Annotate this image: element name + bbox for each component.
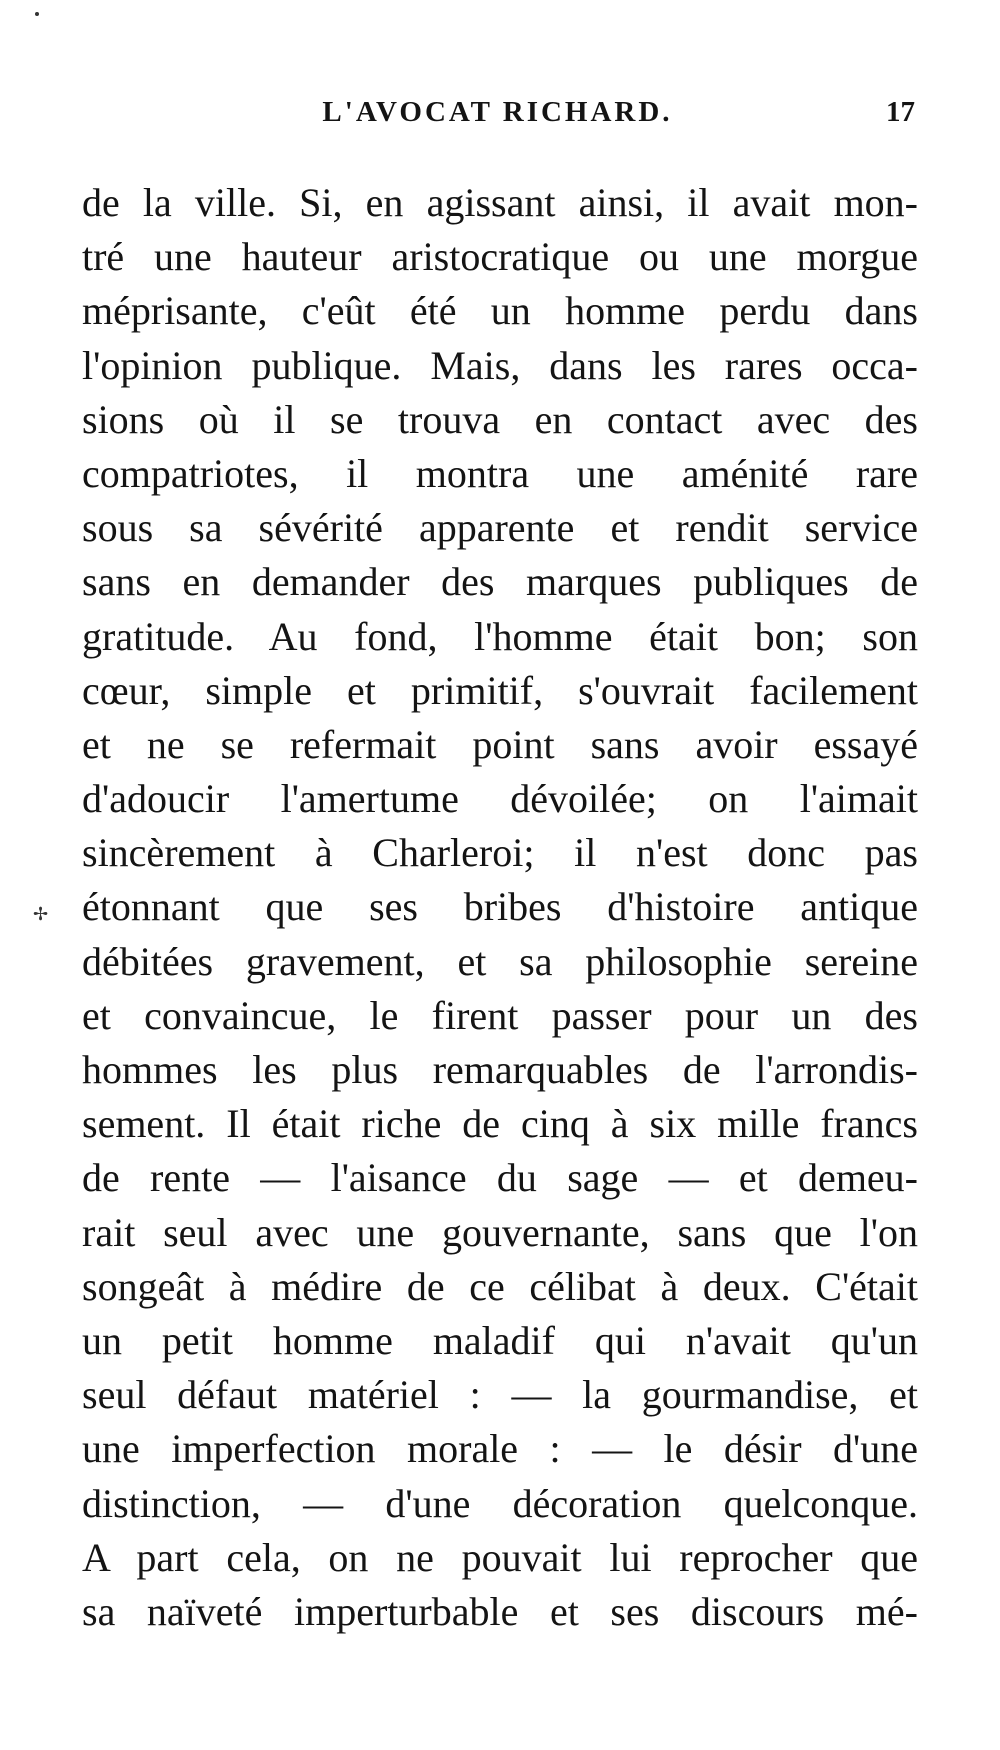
- text-line: songeât à médire de ce célibat à deux. C'était: [82, 1263, 918, 1309]
- text-line: méprisante, c'eût été un homme perdu dans: [82, 288, 918, 334]
- text-line: tré une hauteur aristocratique ou une morgue: [82, 234, 918, 280]
- text-line: une imperfection morale : — le désir d'une: [82, 1426, 918, 1472]
- margin-ornament-icon: ✢: [33, 904, 49, 924]
- text-line: A part cela, on ne pouvait lui reprocher que: [82, 1534, 918, 1580]
- running-head: [80, 96, 915, 136]
- text-line: sement. Il était riche de cinq à six mille francs: [82, 1101, 918, 1147]
- text-line: de la ville. Si, en agissant ainsi, il avait mon-: [82, 180, 918, 225]
- text-line: sans en demander des marques publiques de: [82, 559, 918, 605]
- text-line: sions où il se trouva en contact avec des: [82, 396, 918, 442]
- text-line: sa naïveté imperturbable et ses discours mé-: [82, 1588, 918, 1634]
- text-line: compatriotes, il montra une aménité rare: [82, 450, 918, 496]
- running-title: L'AVOCAT RICHARD.: [322, 96, 673, 128]
- text-line: débitées gravement, et sa philosophie sereine: [82, 938, 918, 984]
- text-line: sincèrement à Charleroi; il n'est donc pas: [82, 830, 918, 876]
- text-line: d'adoucir l'amertume dévoilée; on l'aimait: [82, 776, 918, 822]
- body-text: [82, 176, 918, 1639]
- text-line: de rente — l'aisance du sage — et demeu-: [82, 1155, 918, 1201]
- text-line: cœur, simple et primitif, s'ouvrait facilement: [82, 667, 918, 713]
- ink-speck: [35, 12, 39, 16]
- text-line: sous sa sévérité apparente et rendit service: [82, 505, 918, 551]
- page-number: 17: [886, 96, 915, 128]
- text-line: et convaincue, le firent passer pour un des: [82, 992, 918, 1038]
- text-line: étonnant que ses bribes d'histoire antique: [82, 884, 918, 930]
- text-line: seul défaut matériel : — la gourmandise, et: [82, 1372, 918, 1418]
- text-line: distinction, — d'une décoration quelconque.: [82, 1480, 918, 1526]
- text-line: l'opinion publique. Mais, dans les rares occa-: [82, 342, 918, 388]
- text-line: rait seul avec une gouvernante, sans que l'on: [82, 1209, 918, 1255]
- text-line: gratitude. Au fond, l'homme était bon; son: [82, 613, 918, 659]
- text-line: un petit homme maladif qui n'avait qu'un: [82, 1317, 918, 1363]
- text-line: hommes les plus remarquables de l'arrondis-: [82, 1047, 918, 1092]
- text-line: et ne se refermait point sans avoir essayé: [82, 721, 918, 767]
